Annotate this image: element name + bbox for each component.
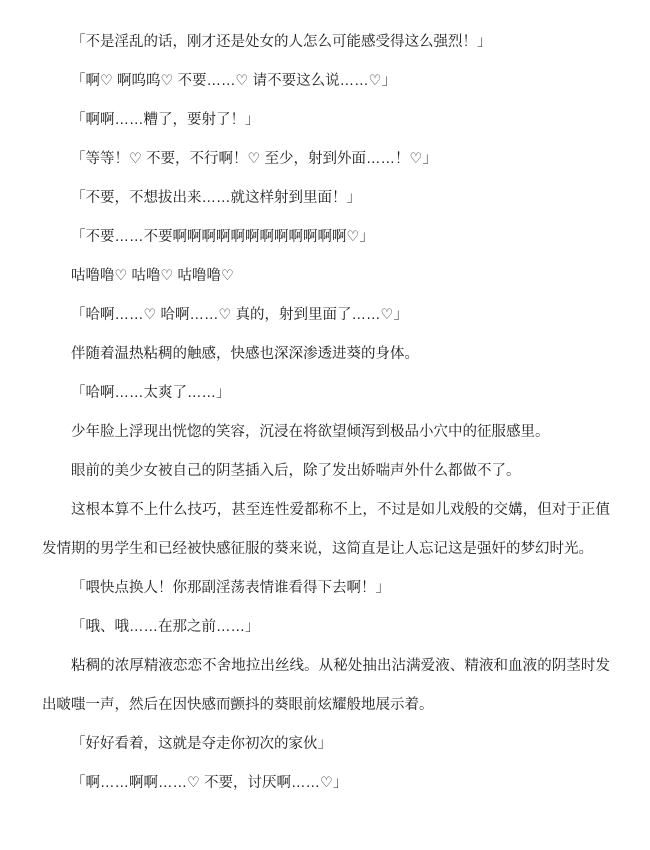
paragraph: 这根本算不上什么技巧，甚至连性爱都称不上，不过是如儿戏般的交媾，但对于正值发情期的男学生和已经被快感征服的葵来说，这简直是让人忘记这是强奸的梦幻时光。 (42, 502, 610, 557)
paragraph: 「哈啊……太爽了……」 (71, 385, 231, 401)
paragraph: 「啊♡ 啊呜呜♡ 不要……♡ 请不要这么说……♡」 (71, 73, 397, 89)
paragraph: 「哦、哦……在那之前……」 (71, 619, 260, 635)
paragraph: 「不要，不想拔出来……就这样射到里面！」 (71, 190, 361, 206)
paragraph: 少年脸上浮现出恍惚的笑容，沉浸在将欲望倾泻到极品小穴中的征服感里。 (71, 424, 550, 440)
paragraph: 「不是淫乱的话，刚才还是处女的人怎么可能感受得这么强烈！」 (71, 34, 492, 50)
paragraph: 「喂快点换人！你那副淫荡表情谁看得下去啊！」 (71, 580, 390, 596)
paragraph: 「好好看着，这就是夺走你初次的家伙」 (71, 736, 332, 752)
paragraph: 眼前的美少女被自己的阴茎插入后，除了发出娇喘声外什么都做不了。 (71, 463, 521, 479)
paragraph: 「哈啊……♡ 哈啊……♡ 真的，射到里面了……♡」 (71, 307, 409, 323)
paragraph: 伴随着温热粘稠的触感，快感也深深渗透进葵的身体。 (71, 346, 419, 362)
paragraph: 「啊啊……糟了，要射了！」 (71, 112, 260, 128)
paragraph: 「啊……啊啊……♡ 不要，讨厌啊……♡」 (71, 775, 348, 791)
paragraph: 咕噜噜♡ 咕噜♡ 咕噜噜♡ (71, 268, 235, 284)
paragraph: 「不要……不要啊啊啊啊啊啊啊啊啊啊啊啊♡」 (71, 229, 374, 245)
paragraph: 「等等！♡ 不要，不行啊！♡ 至少，射到外面……！♡」 (71, 151, 438, 167)
paragraph: 粘稠的浓厚精液恋恋不舍地拉出丝线。从秘处抽出沾满爱液、精液和血液的阴茎时发出啵嗤一声，然后在因快感而颤抖的葵眼前炫耀般地展示着。 (42, 658, 610, 713)
novel-text-body (42, 23, 610, 803)
